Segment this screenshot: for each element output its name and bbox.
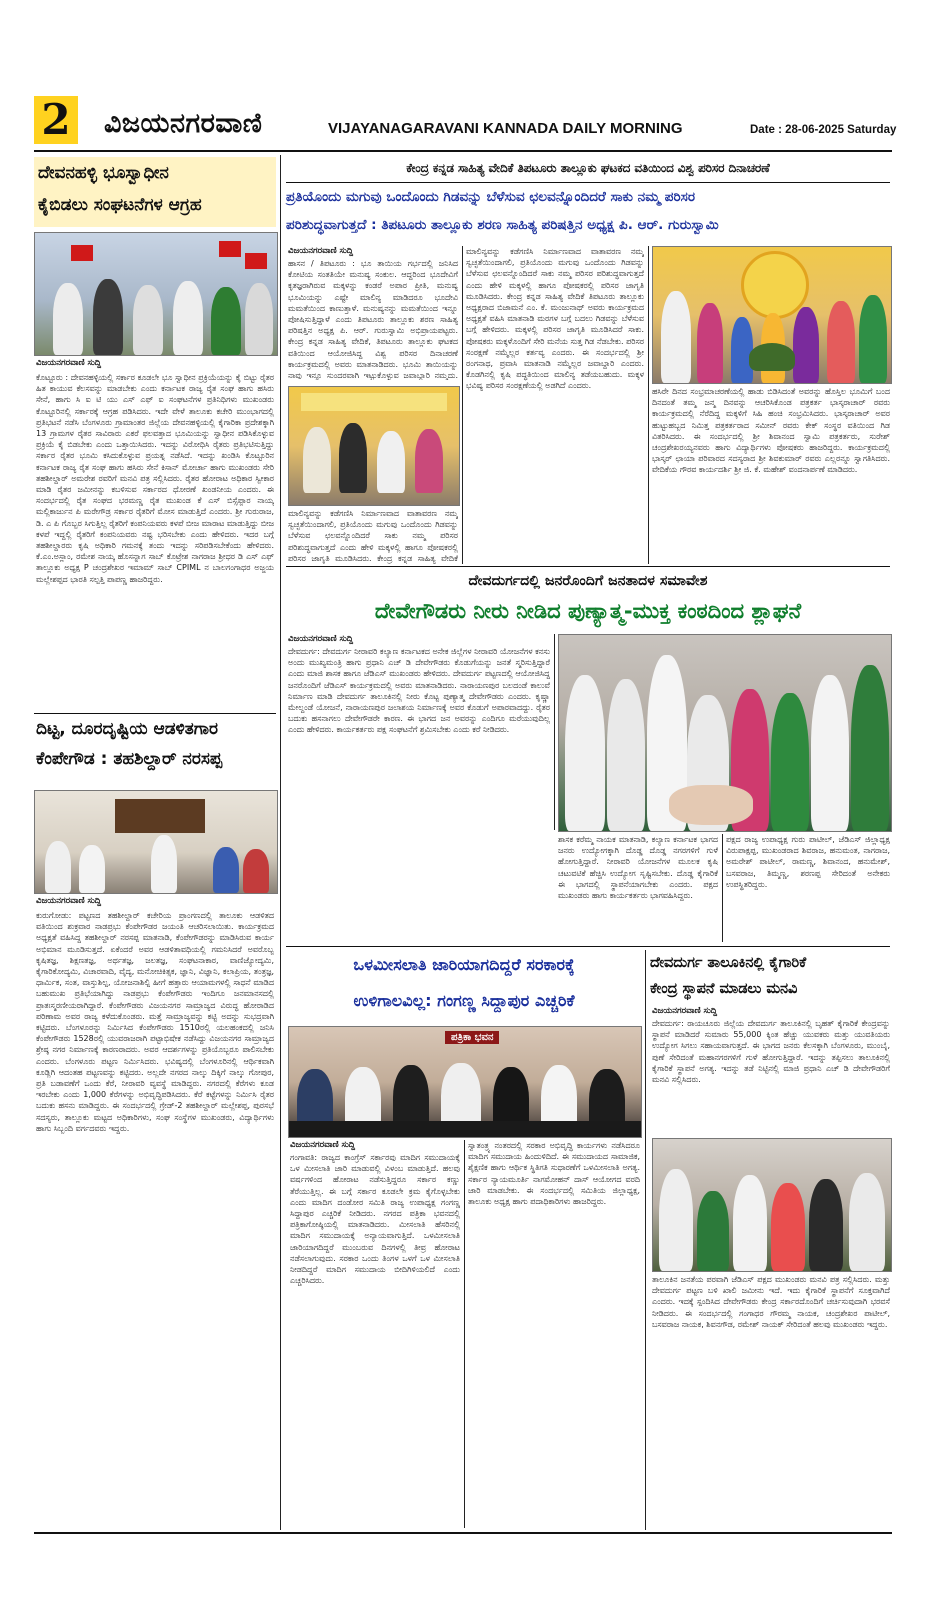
kempegowda-headline-1: ದಿಟ್ಟ, ದೂರದೃಷ್ಟಿಯ ಆಡಳಿತಗಾರ <box>36 719 218 739</box>
devegowda-col-rule-2 <box>722 834 723 942</box>
industry-body-2: ತಾಲೂಕಿನ ಜನತೆಯ ಪರವಾಗಿ ಜೆಡಿಎಸ್ ಪಕ್ಷದ ಮುಖಂಡರು ಮನವಿ ಪತ್ರ ಸಲ್ಲಿಸಿದರು. ಮತ್ತು ದೇವದುರ್ಗ ಪಟ್ಟಣ ಬಳಿ ಖಾಲಿ ಜಮೀನು ಇದೆ. ಇದು ಕೈಗಾರಿಕೆ ಸ್ಥಾಪನೆಗೆ ಸೂಕ್ತವಾಗಿದೆ ಎಂದರು. ಇದಕ್ಕೆ ಸ್ಪಂದಿಸಿದ ದೇವೇಗೌಡರು ಕೇಂದ್ರ ಸರ್ಕಾರದೊಂದಿಗೆ ಚರ್ಚಿಸುವುದಾಗಿ ಭರವಸೆ ನೀಡಿದರು. ಈ ಸಂದರ್ಭದಲ್ಲಿ ಗಂಗಾಧರ ಗೌರಮ್ಮ ನಾಯಕ, ಚಂದ್ರಶೇಖರ ಪಾಟೀಲ್, ಬಸವರಾಜ ನಾಯಕ, ಶಿವನಗೌಡ, ರಮೇಶ್ ನಾಯಕ್ ಸೇರಿದಂತೆ ಹಲವು ಮುಖಂಡರು ಇದ್ದರು. <box>652 1275 890 1329</box>
devanahalli-photo <box>34 232 278 356</box>
devegowda-bottom-rule <box>286 946 890 947</box>
masthead-date: Date : 28-06-2025 Saturday <box>750 124 897 136</box>
environment-headline-2: ಪರಿಶುದ್ಧವಾಗುತ್ತದೆ : ತಿಪಟೂರು ತಾಲ್ಲೂಕು ಶರಣ ಸಾಹಿತ್ಯ ಪರಿಷತ್ತಿನ ಅಧ್ಯಕ್ಷ ಪಿ. ಆರ್. ಗುರುಸ್ವಾಮಿ <box>286 217 719 233</box>
olameesalati-dateline: ವಿಜಯನಗರವಾಣಿ ಸುದ್ದಿ <box>290 1140 356 1150</box>
industry-dateline: ವಿಜಯನಗರವಾಣಿ ಸುದ್ದಿ <box>652 1006 718 1016</box>
devegowda-col1: ದೇವದುರ್ಗ: ದೇವದುರ್ಗ ನೀರಾವರಿ ಕಲ್ಯಾಣ ಕರ್ನಾಟಕದ ಅನೇಕ ಜಿಲ್ಲೆಗಳ ನೀರಾವರಿ ಯೋಜನೆಗಳ ಕನಸು ಅಂದು ಮುಖ್ಯಮಂತ್ರಿ ಹಾಗು ಪ್ರಧಾನಿ ಎಚ್ ಡಿ ದೇವೇಗೌಡರು ಕೊಡುಗೆಯನ್ನು ಜನತೆ ಸ್ಮರಿಸುತ್ತಿದ್ದಾರೆ ಎಂದು ಮಾಜಿ ಶಾಸಕ ಹಾಗೂ ಜೆಡಿಎಸ್ ಮುಖಂಡರು ಹೇಳಿದರು. ದೇವದುರ್ಗ ಪಟ್ಟಣದಲ್ಲಿ ಆಯೋಜಿಸಿದ್ದ ಜನರೊಂದಿಗೆ ಜೆಡಿಎಸ್ ಕಾರ್ಯಕ್ರಮದಲ್ಲಿ ಅವರು ಮಾತನಾಡಿದರು. ನಾರಾಯಣಪುರ ಬಲದಂಡೆ ಕಾಲುವೆ ನಿರ್ಮಾಣ ಮಾಡಿ ದೇವದುರ್ಗ ತಾಲೂಕಿನಲ್ಲಿ ನೀರು ಕೊಟ್ಟ ಪುಣ್ಯಾತ್ಮ ದೇವೇಗೌಡರು ಎಂದರು. ಕೃಷ್ಣಾ ಮೇಲ್ದಂಡೆ ಯೋಜನೆ, ನಾರಾಯಣಪುರ ಜಲಾಶಯ ನಿರ್ಮಾಣಕ್ಕೆ ಅವರ ಕೊಡುಗೆ ಅಪಾರವಾದದ್ದು. ರೈತರ ಬದುಕು ಹಸನಾಗಲು ದೇವೇಗೌಡರೇ ಕಾರಣ. ಈ ಭಾಗದ ಜನ ಅವರನ್ನು ಎಂದಿಗೂ ಮರೆಯುವುದಿಲ್ಲ ಎಂದು ಹೇಳಿದರು. ಕಾರ್ಯಕರ್ತರು ಪಕ್ಷ ಸಂಘಟನೆಗೆ ಶ್ರಮಿಸಬೇಕು ಎಂದು ಕರೆ ನೀಡಿದರು. <box>288 647 550 735</box>
environment-photo-stage <box>288 386 460 506</box>
environment-col1: ಹಾಸನ / ತಿಪಟೂರು : ಭೂ ತಾಯಿಯ ಗರ್ಭದಲ್ಲಿ ಜನಿಸಿದ ಕೋಟಿಯ ಸಂತತಿಯೇ ಮನುಷ್ಯ ಸಂಕುಲ. ಆದ್ದರಿಂದ ಭೂದೇವಿಗೆ ಕೃತಜ್ಞರಾಗಿರುವ ಮಕ್ಕಳನ್ನು ಕಂಡರೆ ಅಪಾರ ಪ್ರೀತಿ, ಮನುಷ್ಯ ಭೂಮಿಯನ್ನು ಎಷ್ಟೇ ಮಾಲಿನ್ಯ ಮಾಡಿದರೂ ಭೂದೇವಿ ಮಮತೆಯಿಂದ ಕಾಣುತ್ತಾಳೆ. ಮನುಷ್ಯನನ್ನು ಮಮತೆಯಿಂದ ಇನ್ನೂ ಪೋಷಿಸುತ್ತಿದ್ದಾಳೆ ಎಂದು ತಿಪಟೂರು ತಾಲ್ಲೂಕು ಶರಣ ಸಾಹಿತ್ಯ ಪರಿಷತ್ತಿನ ಅಧ್ಯಕ್ಷ ಪಿ. ಆರ್. ಗುರುಸ್ವಾಮಿ ಅಭಿಪ್ರಾಯಪಟ್ಟರು. ಕೇಂದ್ರ ಕನ್ನಡ ಸಾಹಿತ್ಯ ವೇದಿಕೆ, ತಿಪಟೂರು ತಾಲ್ಲೂಕು ಘಟಕದ ವತಿಯಿಂದ ಆಯೋಜಿಸಿದ್ದ ವಿಶ್ವ ಪರಿಸರ ದಿನಾಚರಣೆ ಕಾರ್ಯಕ್ರಮದಲ್ಲಿ ಅವರು ಮಾತನಾಡಿದರು. ಭೂಮಿ ತಾಯಿಯನ್ನು ನಾವು ಇನ್ನೂ ಸುಂದರವಾಗಿ ಇಟ್ಟುಕೊಳ್ಳುವ ಜವಾಬ್ದಾರಿ ನಮ್ಮದು. <box>288 259 458 380</box>
devanahalli-body: ಕೊಟ್ಟೂರು : ದೇವನಹಳ್ಳಿಯಲ್ಲಿ ಸರ್ಕಾರ ಕೂಡಲೇ ಭೂ ಸ್ವಾಧೀನ ಪ್ರಕ್ರಿಯೆಯನ್ನು ಕೈ ಬಿಟ್ಟು ರೈತರ ಹಿತ ಕಾಯುವ ಕೆಲಸವನ್ನು ಮಾಡಬೇಕು ಎಂದು ಕರ್ನಾಟಕ ರಾಜ್ಯ ರೈತ ಸಂಘ ಹಾಗು ಹಸಿರು ಸೇನೆ, ಹಾಗು ಸಿ ಐ ಟಿ ಯು ಎಸ್ ಎಫ್ ಐ ಸಂಘಟನೆಗಳ ಪ್ರತಿನಿಧಿಗಳು ಮುಖಂಡರು ಕೊಟ್ಟೂರಿನಲ್ಲಿ ಸರ್ಕಾರಕ್ಕೆ ಆಗ್ರಹ ಪಡಿಸಿದರು. ಇದೇ ವೇಳೆ ತಾಲೂಕು ಕಚೇರಿ ಮುಂಭಾಗದಲ್ಲಿ ಪ್ರತಿಭಟನೆ ನಡೆಸಿ ಬೆಂಗಳೂರು ಗ್ರಾಮಾಂತರ ಜಿಲ್ಲೆಯ ದೇವನಹಳ್ಳಿಯಲ್ಲಿ ಕೈಗಾರಿಕಾ ಪ್ರದೇಶಕ್ಕಾಗಿ 13 ಗ್ರಾಮಗಳ ರೈತರ ಸಾವಿರಾರು ಎಕರೆ ಫಲವತ್ತಾದ ಭೂಮಿಯನ್ನು ಸ್ವಾಧೀನ ಪಡಿಸಿಕೊಳ್ಳುವ ಪ್ರಕ್ರಿಯೆ ಕೈ ಬಿಡಬೇಕು ಎಂದು ಒತ್ತಾಯಿಸಿದರು. ಇದನ್ನು ವಿರೋಧಿಸಿ ರೈತರು ಪ್ರತಿಭಟಿಸುತ್ತಿದ್ದು ಸರ್ಕಾರ ರೈತರ ಭೂಮಿ ಕಸಿದುಕೊಳ್ಳುವ ಪ್ರಯತ್ನ ನಡೆಸಿದೆ. ಇದನ್ನು ಖಂಡಿಸಿ ಕೊಟ್ಟೂರಿನ ಕರ್ನಾಟಕ ರಾಜ್ಯ ರೈತ ಸಂಘ ಹಾಗು ಹಸಿರು ಸೇನೆ ಕಿಸಾನ್ ಮೋರ್ಚಾ ಹಾಗು ಮುಖಂಡರು ಸೇರಿ ತಹಶೀಲ್ದಾರ್ ಅಮರೇಶ ರವರಿಗೆ ಮನವಿ ಪತ್ರ ಸಲ್ಲಿಸಿದರು. ರೈತರ ಹೋರಾಟ ಅಧಿಕಾರ ಸ್ವೀಕಾರ ಮಾಡಿ ರೈತರ ಜಮೀನನ್ನು ಕಬಳಿಸುವ ಸರ್ಕಾರದ ಧೋರಣೆ ಖಂಡನೀಯ ಎಂದರು. ಈ ಸಂದರ್ಭದಲ್ಲಿ ರೈತ ಸಂಘದ ಭರಮಣ್ಣ ರೈತ ಮುಖಂಡ ಕೆ ಎಸ್ ಬಿಸ್ಸೆಪ್ಪಾರ ನಾಯ್ಕ ಮಲ್ಲಿಕಾರ್ಜುನ ಪಿ ಮರೇಗೌಡ್ರ ಸರ್ಕಾರ ರೈತರಿಗೆ ಮೋಸ ಮಾಡುತ್ತಿದೆ ಎಂದರು. ಶ್ರೀ ಗುರುರಾಜ, ಡಿ. ಎ ಪಿ ಗೊಬ್ಬರ ಸಿಗುತ್ತಿಲ್ಲ ರೈತರಿಗೆ ಕಂಪನಿಯವರು ಕಳಪೆ ಬೀಜ ಮಾರಾಟ ಮಾಡುತ್ತಿದ್ದು ಬೀಜ ಕಳಪೆ ಇದ್ದಲ್ಲಿ ರೈತರಿಗೆ ಕಂಪನಿಯವರು ನಷ್ಟ ಭರಿಸಬೇಕು ಎಂದು ಹೇಳಿದರು. ಇದರ ಬಗ್ಗೆ ತಹಶೀಲ್ದಾರರು ಕೃಷಿ ಅಧಿಕಾರಿ ಗಮನಕ್ಕೆ ತಂದು ಇದನ್ನು ಸರಿಪಡಿಸಬೇಕೆಂದು ಹೇಳಿದರು. ಕೆ.ಎಂ.ಅಸ್ಲಾಂ, ರಮೇಶ ನಾಯ್ಕ ಹೊಸನ್ನಾಗ ಸಾಬ್ ಕೊಟ್ರೇಶ ನಾಗರಾಜ ಶ್ರೀಧರ ಡಿ ಎಸ್ ಎಫ್ ತಾಲ್ಲೂಕು ಅಧ್ಯಕ್ಷ P ಚಂದ್ರಶೇಖರ ಇಮಾಮ್ ಸಾಬ್ CPIML ನ ಬಾಲಗಂಗಾಧರ ಅಜ್ಜಯ ಮಲ್ಲೇಶಪ್ಪದ ಭಾರತಿ ಸಲ್ಪತ್ತಿ ಪಾಪಣ್ಣ ಹಾಜರಿದ್ದರು. <box>36 373 274 584</box>
kempegowda-headline-2: ಕೆಂಪೇಗೌಡ : ತಹಶಿಲ್ದಾರ್ ನರಸಪ್ಪ <box>36 749 223 769</box>
masthead-title-english: VIJAYANAGARAVANI KANNADA DAILY MORNING <box>328 120 683 137</box>
left-divider-1 <box>34 713 276 714</box>
olameesalati-headline-2: ಉಳಿಗಾಲವಿಲ್ಲ: ಗಂಗಣ್ಣ ಸಿದ್ದಾಪುರ ಎಚ್ಚರಿಕೆ <box>353 991 575 1010</box>
olameesalati-headline-1: ಒಳಮೀಸಲಾತಿ ಜಾರಿಯಾಗದಿದ್ದರೆ ಸರಕಾರಕ್ಕೆ <box>353 955 575 974</box>
devegowda-kicker: ದೇವದುರ್ಗದಲ್ಲಿ ಜನರೊಂದಿಗೆ ಜನತಾದಳ ಸಮಾವೇಶ <box>468 573 708 589</box>
industry-headline-2: ಕೇಂದ್ರ ಸ್ಥಾಪನೆ ಮಾಡಲು ಮನವಿ <box>650 981 798 997</box>
devegowda-kicker-box <box>286 570 890 590</box>
environment-col2: ಮಾಲಿನ್ಯವನ್ನು ಕಡೆಗಣಿಸಿ ನಿರ್ಮಾಣವಾದ ವಾತಾವರಣ ನಮ್ಮ ಸ್ವಚ್ಛತೆಯಿಂದಾಗಲಿ, ಪ್ರತಿಯೊಂದು ಮಗುವು ಒಂದೊಂದು ಗಿಡವನ್ನು ಬೆಳೆಸುವ ಛಲವನ್ನೊಂದಿದರೆ ಸಾಕು ನಮ್ಮ ಪರಿಸರ ಪರಿಶುದ್ಧವಾಗುತ್ತದೆ ಎಂದು ಹೇಳಿ ಮಕ್ಕಳಲ್ಲಿ ಹಾಗೂ ಪೋಷಕರಲ್ಲಿ ಪರಿಸರ ಜಾಗೃತಿ ಮೂಡಿಸಿದರು. ಕೇಂದ್ರ ಕನ್ನಡ ಸಾಹಿತ್ಯ ವೇದಿಕೆ ತಿಪಟೂರು ತಾಲ್ಲೂಕು ಅಧ್ಯಕ್ಷರಾದ ಬಿಜಾಮನೆ ಎಂ. ಕೆ. ಮಂಜುನಾಥ್ ಅವರು ಕಾರ್ಯಕ್ರಮದ ಅಧ್ಯಕ್ಷತೆ ವಹಿಸಿ ಮಾತನಾಡಿ ಮರಗಳ ಬಗ್ಗೆ ಬದಲು ಗಿಡವನ್ನು ಬೆಳೆಸುವ ಬಗ್ಗೆ ಹೇಳಿದರು. ಮಕ್ಕಳಲ್ಲಿ ಪರಿಸರ ಜಾಗೃತಿ ಮೂಡಿಸಿದರೆ ಸಾಕು. ಪೋಷಕರು ಮಕ್ಕಳೊಂದಿಗೆ ಸೇರಿ ಮನೆಯ ಸುತ್ತ ಗಿಡ ನೆಡಬೇಕು. ಪರಿಸರ ಸಂರಕ್ಷಣೆ ನಮ್ಮೆಲ್ಲರ ಕರ್ತವ್ಯ ಎಂದರು. ಈ ಸಂದರ್ಭದಲ್ಲಿ ಶ್ರೀ ರಂಗನಾಥ, ಪ್ರವಾಸಿ ಮಾತನಾಡಿ ನಮ್ಮೆಲ್ಲರ ಜವಾಬ್ದಾರಿ ಎಂದರು. ಕೊಡಗಿನಲ್ಲಿ ಕೃಷಿ ಪದ್ಧತಿಯಿಂದ ಮಾಲಿನ್ಯ ತಡೆಯಬಹುದು. ಮಕ್ಕಳ ಭವಿಷ್ಯ ಪರಿಸರ ಸಂರಕ್ಷಣೆಯಲ್ಲಿ ಅಡಗಿದೆ ಎಂದರು. <box>466 247 644 391</box>
devanahalli-headline-2: ಕೈಬಿಡಲು ಸಂಘಟನೆಗಳ ಆಗ್ರಹ <box>38 195 202 215</box>
environment-dateline: ವಿಜಯನಗರವಾಣಿ ಸುದ್ದಿ <box>288 246 354 256</box>
devanahalli-headline-box <box>34 157 276 227</box>
environment-kicker-rule <box>286 182 890 183</box>
devegowda-col-rule <box>554 634 555 830</box>
devegowda-dateline: ವಿಜಯನಗರವಾಣಿ ಸುದ್ದಿ <box>288 634 354 644</box>
environment-headline-1: ಪ್ರತಿಯೊಂದು ಮಗುವು ಒಂದೊಂದು ಗಿಡವನ್ನು ಬೆಳೆಸುವ ಛಲವನ್ನೊಂದಿದರೆ ಸಾಕು ನಮ್ಮ ಪರಿಸರ <box>286 189 696 205</box>
column-divider-left <box>280 155 281 1530</box>
masthead-rule <box>34 150 892 152</box>
devegowda-col2: ಶಾಸಕ ಕರೆಮ್ಮ ನಾಯಕ ಮಾತನಾಡಿ, ಕಲ್ಯಾಣ ಕರ್ನಾಟಕ ಭಾಗದ ಜನರು ಉದ್ಯೋಗಕ್ಕಾಗಿ ದೊಡ್ಡ ದೊಡ್ಡ ನಗರಗಳಿಗೆ ಗುಳೆ ಹೋಗುತ್ತಿದ್ದಾರೆ. ನೀರಾವರಿ ಯೋಜನೆಗಳ ಮೂಲಕ ಕೃಷಿ ಚಟುವಟಿಕೆ ಹೆಚ್ಚಿಸಿ ಉದ್ಯೋಗ ಸೃಷ್ಟಿಸಬೇಕು. ದೊಡ್ಡ ಕೈಗಾರಿಕೆ ಈ ಭಾಗದಲ್ಲಿ ಸ್ಥಾಪನೆಯಾಗಬೇಕು ಎಂದರು. ಪಕ್ಷದ ಮುಖಂಡರು ಹಾಗು ಕಾರ್ಯಕರ್ತರು ಭಾಗವಹಿಸಿದ್ದರು. <box>558 835 718 901</box>
column-divider-right <box>645 950 646 1530</box>
industry-photo <box>652 1138 892 1272</box>
devanahalli-headline-1: ದೇವನಹಳ್ಳಿ ಭೂಸ್ವಾಧೀನ <box>38 163 169 183</box>
environment-kicker: ಕೇಂದ್ರ ಕನ್ನಡ ಸಾಹಿತ್ಯ ವೇದಿಕೆ ತಿಪಟೂರು ತಾಲ್ಲೂಕು ಘಟಕದ ವತಿಯಿಂದ ವಿಶ್ವ ಪರಿಸರ ದಿನಾಚರಣೆ <box>406 161 770 175</box>
industry-body-1: ದೇವದುರ್ಗ: ರಾಯಚೂರು ಜಿಲ್ಲೆಯ ದೇವದುರ್ಗ ತಾಲೂಕಿನಲ್ಲಿ ಬೃಹತ್ ಕೈಗಾರಿಕೆ ಕೇಂದ್ರವನ್ನು ಸ್ಥಾಪನೆ ಮಾಡಿದರೆ ಸುಮಾರು 55,000 ಕ್ಕಿಂತ ಹೆಚ್ಚು ಯುವಕರು ಮತ್ತು ಯುವತಿಯರು ಉದ್ಯೋಗ ಸಿಗಲು ಸಹಾಯವಾಗುತ್ತದೆ. ಈ ಭಾಗದ ಜನರು ಕೆಲಸಕ್ಕಾಗಿ ಬೆಂಗಳೂರು, ಮುಂಬೈ, ಪುಣೆ ಸೇರಿದಂತೆ ಮಹಾನಗರಗಳಿಗೆ ಗುಳೆ ಹೋಗುತ್ತಿದ್ದಾರೆ. ಇದನ್ನು ತಪ್ಪಿಸಲು ತಾಲೂಕಿನಲ್ಲಿ ಕೈಗಾರಿಕೆ ಸ್ಥಾಪನೆ ಅಗತ್ಯ. ಇದನ್ನು ತಡೆ ನಿಟ್ಟಿನಲ್ಲಿ ಮಾಜಿ ಪ್ರಧಾನಿ ಎಚ್ ಡಿ ದೇವೇಗೌಡರಿಗೆ ಮನವಿ ಸಲ್ಲಿಸಿದರು. <box>652 1019 890 1085</box>
olameesalati-photo-label: ಪತ್ರಿಕಾ ಭವನ <box>445 1031 499 1044</box>
industry-headline-1: ದೇವದುರ್ಗ ತಾಲೂಕಿನಲ್ಲಿ ಕೈಗಾರಿಕೆ <box>650 955 807 971</box>
olameesalati-col-rule <box>464 1140 465 1528</box>
environment-col1-continued: ಮಾಲಿನ್ಯವನ್ನು ಕಡೆಗಣಿಸಿ ನಿರ್ಮಾಣವಾದ ವಾತಾವರಣ ನಮ್ಮ ಸ್ವಚ್ಛತೆಯಿಂದಾಗಲಿ, ಪ್ರತಿಯೊಂದು ಮಗುವು ಒಂದೊಂದು ಗಿಡವನ್ನು ಬೆಳೆಸುವ ಛಲವನ್ನೊಂದಿದರೆ ಸಾಕು ನಮ್ಮ ಪರಿಸರ ಪರಿಶುದ್ಧವಾಗುತ್ತದೆ ಎಂದು ಹೇಳಿ ಮಕ್ಕಳಲ್ಲಿ ಹಾಗೂ ಪೋಷಕರಲ್ಲಿ ಪರಿಸರ ಜಾಗೃತಿ ಮೂಡಿಸಿದರು. ಕೇಂದ್ರ ಕನ್ನಡ ಸಾಹಿತ್ಯ ವೇದಿಕೆ <box>288 509 458 563</box>
devegowda-photo <box>558 634 892 832</box>
kempegowda-dateline: ವಿಜಯನಗರವಾಣಿ ಸುದ್ದಿ <box>36 896 102 906</box>
olameesalati-col2: ಸ್ವಾತಂತ್ರ್ಯ ನಂತರದಲ್ಲಿ ಸರಕಾರ ಅಭಿವೃದ್ಧಿ ಕಾರ್ಯಗಳು ನಡೆಸಿದರೂ ಮಾದಿಗ ಸಮುದಾಯ ಹಿಂದುಳಿದಿದೆ. ಈ ಸಮುದಾಯದ ಸಾಮಾಜಿಕ, ಶೈಕ್ಷಣಿಕ ಹಾಗು ಆರ್ಥಿಕ ಸ್ಥಿತಿಗತಿ ಸುಧಾರಣೆಗೆ ಒಳಮೀಸಲಾತಿ ಅಗತ್ಯ. ಸರ್ಕಾರ ನ್ಯಾಯಮೂರ್ತಿ ನಾಗಮೋಹನ್ ದಾಸ್ ಆಯೋಗದ ವರದಿ ಜಾರಿ ಮಾಡಬೇಕು. ಈ ಸಂದರ್ಭದಲ್ಲಿ ಸಮಿತಿಯ ಜಿಲ್ಲಾಧ್ಯಕ್ಷ, ತಾಲೂಕು ಅಧ್ಯಕ್ಷ ಹಾಗು ಪದಾಧಿಕಾರಿಗಳು ಹಾಜರಿದ್ದರು. <box>468 1141 640 1207</box>
environment-photo-children <box>652 246 892 384</box>
environment-col-rule-2 <box>648 246 649 564</box>
kempegowda-body: ಕುರುಗೋಡು: ಪಟ್ಟಣದ ತಹಶೀಲ್ದಾರ್ ಕಚೇರಿಯ ಪ್ರಾಂಗಣದಲ್ಲಿ ತಾಲೂಕು ಆಡಳಿತದ ವತಿಯಿಂದ ಶುಕ್ರವಾರ ನಾಡಪ್ರಭು ಕೆಂಪೇಗೌಡರ ಜಯಂತಿ ಆಚರಿಸಲಾಯಿತು. ಕಾರ್ಯಕ್ರಮದ ಅಧ್ಯಕ್ಷತೆ ವಹಿಸಿದ್ದ ತಹಶೀಲ್ದಾರ್ ನರಸಪ್ಪ ಮಾತನಾಡಿ, ಕೆಂಪೇಗೌಡರನ್ನು ಮಾಡಿಸಿರುವ ಕಾರ್ಯ ಅಭಿಮಾನ ಮೂಡಿಸುತ್ತದೆ. ಏಕೆಂದರೆ ಅವರ ಆಡಳಿತಾವಧಿಯಲ್ಲಿ ಗಮನಿಸಿದರೆ ಅವರೊಬ್ಬ ಕೃಷಿತಜ್ಞ, ಶಿಕ್ಷಣತಜ್ಞ, ಅರ್ಥತಜ್ಞ, ಜಲತಜ್ಞ, ಸಂಘಟನಾಕಾರ, ವಾಣಿಜ್ಯೋದ್ಯಮಿ, ಕೈಗಾರಿಕೋದ್ಯಮಿ, ವಿಚಾರವಾದಿ, ವೈದ್ಯ, ಮನೋಚಿಕಿತ್ಸಕ, ಜ್ಞಾನಿ, ವಿಜ್ಞಾನಿ, ಕಲಾಪ್ರಿಯ, ತಂತ್ರಜ್ಞ, ಧಾರ್ಮಿಕ, ಸಂತ, ವಾಸ್ತುಶಿಲ್ಪ, ಯೋಜನಾಶಿಲ್ಪಿ ಹೀಗೆ ಹತ್ತಾರು ಆಯಾಮಗಳಲ್ಲಿ ಸಾಧನೆ ಮಾಡಿದ ಬಹುಮುಖ ಪ್ರತಿಭೆಯಾಗಿದ್ದು ನಾಡಪ್ರಭು ಕೆಂಪೇಗೌಡರು ಇಂದಿಗೂ ಜನಮಾನಸದಲ್ಲಿ ಪ್ರಾತಃಸ್ಮರಣೀಯರಾಗಿದ್ದಾರೆ. ಕೆಂಪೇಗೌಡರು ವಿಜಯನಗರ ಸಾಮ್ರಾಜ್ಯದ ವಿರುದ್ಧ ಹೋರಾಡಿದ ಪರಿಣಾಮ ಅವರ ರಾಜ್ಯ ಕಳೆದುಕೊಂಡರು. ಮತ್ತೆ ಸಾಮ್ರಾಜ್ಯವನ್ನು ಕಟ್ಟಿ ಅದನ್ನು ಸುಭದ್ರವಾಗಿ ಕಟ್ಟಿದರು. ಬೆಂಗಳೂರನ್ನು ನಿರ್ಮಿಸಿದ ಕೆಂಪೇಗೌಡರು 1510ರಲ್ಲಿ ಯಲಹಂಕದಲ್ಲಿ ಜನಿಸಿ ಕೆಂಪೇಗೌಡರು 1528ರಲ್ಲಿ ಯುವರಾಜರಾಗಿ ಪಟ್ಟಾಭಿಷೇಕ ನಡೆಸಿದ್ದು ವಿಜಯನಗರ ಸಾಮ್ರಾಜ್ಯದ ಶ್ರೇಷ್ಠ ನಗರ ನಿರ್ಮಾಣಕ್ಕೆ ಕಾರಣರಾದರು. ಅವರ ಆದರ್ಶಗಳನ್ನು ಪ್ರತಿಯೊಬ್ಬರೂ ಪಾಲಿಸಬೇಕು ಎಂದರು. ಬೆಂಗಳೂರು ಪಟ್ಟಣ ನಿರ್ಮಿಸಿದರು. ಭವಿಷ್ಯದಲ್ಲಿ ಬೆಂಗಳೂರಿನಲ್ಲಿ ಆರ್ಥಿಕವಾಗಿ ಕೂಡ್ಲಿಗಿ ಆದಂತಹ ಪಟ್ಟಣವನ್ನು ಕಟ್ಟಿದರು. ಅಲ್ಲದೇ ನಗರದ ನಾಲ್ಕು ದಿಕ್ಕಿಗೆ ನಾಲ್ಕು ಗೋಪುರ, ಪ್ರತಿ ಬಡಾವಣೆಗೆ ಒಂದು ಕೆರೆ, ನೀರಾವರಿ ವ್ಯವಸ್ಥೆ ಮಾಡಿದ್ದರು. ನಗರದಲ್ಲಿ ಕೆರೆಗಳು ಕೂಡ ಇರಬೇಕು ಎಂದು 1,000 ಕೆರೆಗಳನ್ನು ಅಭಿವೃದ್ಧಿಪಡಿಸಿದರು. ಕೆರೆ ಕಟ್ಟೆಗಳನ್ನು ನಿರ್ಮಿಸಿ ರೈತರ ಬದುಕು ಹಸನು ಮಾಡಿದ್ದರು. ಈ ಸಂದರ್ಭದಲ್ಲಿ ಗ್ರೇಡ್-2 ತಹಶೀಲ್ದಾರ್ ಮಲ್ಲೇಶಪ್ಪ, ಪುರಸಭೆ ಸದಸ್ಯರು, ತಾಲ್ಲೂಕು ಮಟ್ಟದ ಅಧಿಕಾರಿಗಳು, ಸಂಘ ಸಂಸ್ಥೆಗಳ ಮುಖಂಡರು, ವಿದ್ಯಾರ್ಥಿಗಳು ಹಾಗು ಸಿಬ್ಬಂದಿ ವರ್ಗದವರು ಇದ್ದರು. <box>36 911 274 1133</box>
page-number: 2 <box>34 96 78 144</box>
masthead-title-kannada: ವಿಜಯನಗರವಾಣಿ <box>104 108 263 139</box>
environment-bottom-rule <box>286 566 890 567</box>
environment-col-rule-1 <box>462 246 463 564</box>
devegowda-col3: ಪಕ್ಷದ ರಾಜ್ಯ ಉಪಾಧ್ಯಕ್ಷ ಗುರು ಪಾಟೀಲ್, ಜೆಡಿಎಸ್ ಜಿಲ್ಲಾಧ್ಯಕ್ಷ ವಿರುಪಾಕ್ಷಪ್ಪ, ಮುಖಂಡರಾದ ಶಿವರಾಜ, ಹನುಮಂತ, ನಾಗರಾಜ, ಅಮರೇಶ್ ಪಾಟೀಲ್, ರಾಮಣ್ಣ, ಶಿವಾನಂದ, ಹನುಮೇಶ್, ಬಸವರಾಜ, ತಿಮ್ಮಣ್ಣ, ಶರಣಪ್ಪ ಸೇರಿದಂತೆ ಅನೇಕರು ಉಪಸ್ಥಿತರಿದ್ದರು. <box>726 835 890 889</box>
olameesalati-photo <box>288 1026 642 1138</box>
devanahalli-dateline: ವಿಜಯನಗರವಾಣಿ ಸುದ್ದಿ <box>36 358 102 368</box>
environment-col3: ಹಸಿರೇ ದಿನದ ಸಂಭ್ರಮಾಚರಣೆಯಲ್ಲಿ ಹಾಡು ಬಿಡಿಸಿದಂತೆ ಅವರನ್ನು ಹೊಸ್ತಿಲ ಭೂಮಿಗೆ ಬಂದ ದಿನದಂತೆ ತಮ್ಮ ಜನ್ಮ ದಿನವನ್ನು ಆಚರಿಸಿಕೊಂಡ ಪತ್ರಕರ್ತ ಭಾಸ್ಕರಾಚಾರ್ ರವರು ಕಾರ್ಯಕ್ರಮದಲ್ಲಿ ನೆರೆದಿದ್ದ ಮಕ್ಕಳಿಗೆ ಸಿಹಿ ಹಂಚಿ ಸಂಭ್ರಮಿಸಿದರು. ಭಾಸ್ಕರಾಚಾರ್ ಅವರ ಹುಟ್ಟುಹಬ್ಬದ ನಿಮಿತ್ತ ಪತ್ರಕರ್ತರಾದ ಸಮೀನ್ ರವರು ಕೇಕ್ ಸಂಸ್ಥರ ವತಿಯಿಂದ ಗಿಡ ವಿತರಿಸಿದರು. ಈ ಸಂದರ್ಭದಲ್ಲಿ ಶ್ರೀ ಶಿವಾನಂದ ಸ್ವಾಮಿ ಪತ್ರಕರ್ತರು, ಸುರೇಶ್ ಚಂದ್ರಶೇಖರಯ್ಯನವರು ಹಾಗು ವಿದ್ಯಾರ್ಥಿಗಳು ಪೋಷಕರು ಹಾಜರಿದ್ದರು. ಕಾರ್ಯಕ್ರಮದಲ್ಲಿ ಭಾಸ್ಕರ್ ಛಾಯಾ ಪರಿವಾರದ ಸದಸ್ಯರಾದ ಶ್ರೀ ಶಿವಕುಮಾರ್ ರವರು ಎಲ್ಲರನ್ನೂ ಸ್ವಾಗತಿಸಿದರು. ವೇದಿಕೆಯ ಗೌರವ ಕಾರ್ಯದರ್ಶಿ ಶ್ರೀ ಜಿ. ಕೆ. ಮಹೇಶ್ ವಂದನಾರ್ಪಣೆ ಮಾಡಿದರು. <box>652 387 890 475</box>
devegowda-headline: ದೇವೇಗೌಡರು ನೀರು ನೀಡಿದ ಪುಣ್ಯಾತ್ಮ-ಮುಕ್ತ ಕಂಠದಿಂದ ಶ್ಲಾಘನೆ <box>374 599 802 623</box>
page-bottom-rule <box>34 1532 892 1534</box>
olameesalati-col1: ಗಂಗಾವತಿ: ರಾಜ್ಯದ ಕಾಂಗ್ರೆಸ್ ಸರ್ಕಾರವು ಮಾದಿಗ ಸಮುದಾಯಕ್ಕೆ ಒಳ ಮೀಸಲಾತಿ ಜಾರಿ ಮಾಡುವಲ್ಲಿ ವಿಳಂಬ ಮಾಡುತ್ತಿದೆ. ಹಲವು ವರ್ಷಗಳಿಂದ ಹೋರಾಟ ನಡೆಸುತ್ತಿದ್ದರೂ ಸರ್ಕಾರ ಕಣ್ಣು ತೆರೆಯುತ್ತಿಲ್ಲ. ಈ ಬಗ್ಗೆ ಸರ್ಕಾರ ಕೂಡಲೇ ಕ್ರಮ ಕೈಗೊಳ್ಳಬೇಕು ಎಂದು ಮಾದಿಗ ದಂಡೋರ ಸಮಿತಿ ರಾಜ್ಯ ಉಪಾಧ್ಯಕ್ಷ ಗಂಗಣ್ಣ ಸಿದ್ದಾಪುರ ಎಚ್ಚರಿಕೆ ನೀಡಿದರು. ನಗರದ ಪತ್ರಿಕಾ ಭವನದಲ್ಲಿ ಪತ್ರಿಕಾಗೋಷ್ಠಿಯಲ್ಲಿ ಮಾತನಾಡಿದರು. ಮೀಸಲಾತಿ ಹೆಸರಿನಲ್ಲಿ ಮಾದಿಗ ಸಮುದಾಯಕ್ಕೆ ಅನ್ಯಾಯವಾಗುತ್ತಿದೆ. ಒಳಮೀಸಲಾತಿ ಜಾರಿಯಾಗದಿದ್ದರೆ ಮುಂಬರುವ ದಿನಗಳಲ್ಲಿ ತೀವ್ರ ಹೋರಾಟ ನಡೆಸಲಾಗುವುದು. ಸರಕಾರ ಒಂದು ತಿಂಗಳ ಒಳಗೆ ಒಳ ಮೀಸಲಾತಿ ನೀಡದಿದ್ದರೆ ಮಾದಿಗ ಸಮುದಾಯ ಬೀದಿಗಿಳಿಯಲಿದೆ ಎಂದು ಎಚ್ಚರಿಸಿದರು. <box>290 1153 460 1286</box>
kempegowda-photo <box>34 790 278 894</box>
